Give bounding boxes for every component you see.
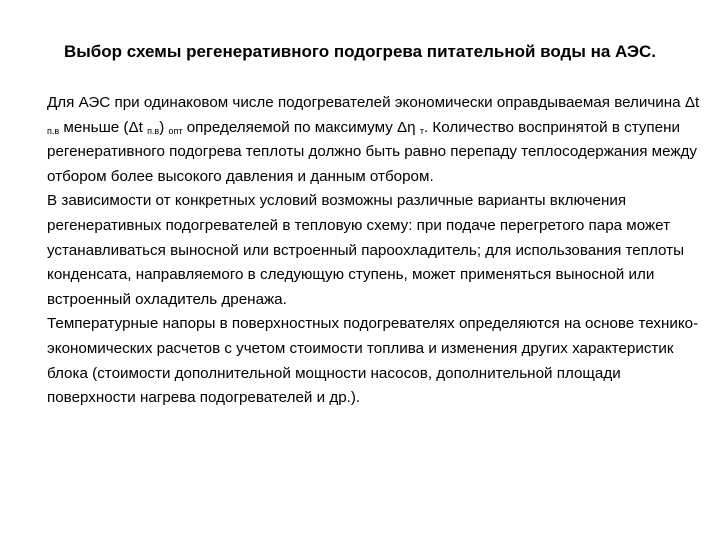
paragraph-1-text-3: ) (159, 118, 169, 136)
subscript-pv-1: п.в (47, 125, 60, 136)
slide-body (47, 91, 702, 411)
subscript-pv-2: п.в (147, 125, 160, 136)
paragraph-1-text-4: определяемой по максимуму Δη (182, 118, 420, 136)
paragraph-1-text-5: . Количество воспринятой в ступени регенеративного подогрева теплоты должно быть равно перепаду теплосодержания между отбором более высокого давления и данным отбором. (47, 118, 697, 185)
subscript-t: т (419, 125, 424, 136)
paragraph-3: Температурные напоры в поверхностных подогревателях определяются на основе технико-экономических расчетов с учетом стоимости топлива и изменения других характеристик блока (стоимости дополнительной мощности насосов, дополнительной площади поверхности нагрева подогревателей и др.). (47, 315, 699, 407)
subscript-opt: опт (168, 125, 183, 136)
paragraph-1-text-2: меньше (Δt (59, 118, 148, 136)
paragraph-1 (47, 91, 702, 189)
paragraph-2: В зависимости от конкретных условий возможны различные варианты включения регенеративных подогревателей в тепловую схему: при подаче перегретого пара может устанавливаться выносной или встроенный пароохладитель; для использования теплоты конденсата, направляемого в следующую ступень, может применяться выносной или встроенный охладитель дренажа. (47, 192, 684, 308)
slide-title: Выбор схемы регенеративного подогрева питательной воды на АЭС. (64, 42, 656, 61)
paragraph-1-text-1: Для АЭС при одинаковом числе подогревателей экономически оправдываемая величина Δt (47, 94, 700, 111)
